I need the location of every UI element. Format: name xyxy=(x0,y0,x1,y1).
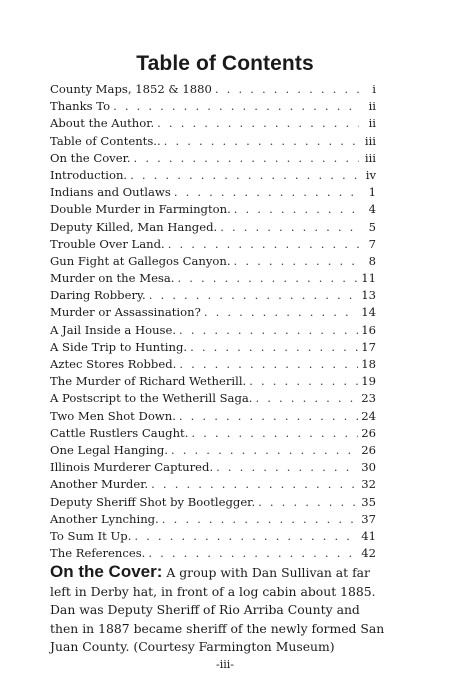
toc-entry-label: Deputy Killed, Man Hanged. xyxy=(50,219,218,234)
dot-leader xyxy=(164,133,359,150)
dot-leader xyxy=(149,287,359,304)
toc-entry xyxy=(50,236,376,253)
toc-entry-label: Illinois Murderer Captured. xyxy=(50,460,214,475)
toc-entry-label: Introduction. xyxy=(50,167,128,182)
dot-leader xyxy=(216,459,358,476)
toc-entry-page: 11 xyxy=(361,271,376,286)
toc-entry-page: 26 xyxy=(361,425,376,440)
cover-heading: On the Cover: xyxy=(50,562,163,581)
dot-leader xyxy=(177,270,358,287)
toc-entry xyxy=(50,167,376,184)
dot-leader xyxy=(234,253,359,270)
page-title: Table of Contents xyxy=(136,52,314,75)
dot-leader xyxy=(190,339,358,356)
cover-caption xyxy=(50,563,390,657)
toc-entry-page: 4 xyxy=(368,202,376,217)
toc-entry-label: A Jail Inside a House. xyxy=(50,322,177,337)
toc-entry xyxy=(50,545,376,562)
dot-leader xyxy=(179,356,358,373)
toc-entry-page: iii xyxy=(364,133,376,148)
toc-entry-page: 17 xyxy=(361,339,376,354)
toc-entry xyxy=(50,253,376,270)
toc-entry-label: Two Men Shot Down. xyxy=(50,408,176,423)
toc-entry xyxy=(50,511,376,528)
toc-entry xyxy=(50,150,376,167)
toc-entry-label: Gun Fight at Gallegos Canyon. xyxy=(50,253,231,268)
toc-entry-page: iii xyxy=(364,150,376,165)
toc-entry xyxy=(50,425,376,442)
toc-entry-page: 32 xyxy=(361,477,376,492)
toc-entry xyxy=(50,184,376,201)
dot-leader xyxy=(171,442,358,459)
toc-entry-page: 35 xyxy=(361,494,376,509)
toc-entry xyxy=(50,219,376,236)
toc-entry-page: i xyxy=(372,82,376,96)
dot-leader xyxy=(174,184,359,201)
toc-entry-label: Cattle Rustlers Caught. xyxy=(50,425,189,440)
toc-entry-label: Thanks To xyxy=(50,99,111,114)
dot-leader xyxy=(134,150,359,167)
toc-entry xyxy=(50,81,376,98)
cover-text: A group with Dan Sullivan at far left in Derby hat, in front of a log cabin about 1885. Dan was Deputy Sheriff of Rio Arriba County and then in 1887 became sheriff of the newly formed San Juan County. (Courtesy Farmington Museum) xyxy=(50,565,385,655)
toc-entry-page: 16 xyxy=(361,322,376,337)
toc-entry-label: Trouble Over Land. xyxy=(50,236,165,251)
toc-entry-label: Murder or Assassination? xyxy=(50,305,201,320)
toc-entry xyxy=(50,442,376,459)
toc-entry xyxy=(50,287,376,304)
toc-entry-page: 8 xyxy=(368,253,376,268)
dot-leader xyxy=(179,322,358,339)
toc-entry-label: Murder on the Mesa. xyxy=(50,271,175,286)
toc-entry-page: 7 xyxy=(368,236,376,251)
toc-entry-page: iv xyxy=(365,167,376,182)
toc-entry-label: On the Cover. xyxy=(50,150,131,165)
toc-entry-page: 1 xyxy=(368,185,376,200)
dot-leader xyxy=(220,219,359,236)
toc-entry xyxy=(50,270,376,287)
toc-entry-page: 23 xyxy=(361,391,376,406)
toc-entry-label: The Murder of Richard Wetherill. xyxy=(50,374,247,389)
dot-leader xyxy=(162,511,358,528)
dot-leader xyxy=(191,425,358,442)
toc-entry-label: County Maps, 1852 & 1880 xyxy=(50,82,212,96)
toc-entry xyxy=(50,133,376,150)
toc-entry xyxy=(50,356,376,373)
toc-entry xyxy=(50,528,376,545)
toc-entry-label: Indians and Outlaws xyxy=(50,185,171,200)
toc-entry-label: To Sum It Up. xyxy=(50,528,132,543)
dot-leader xyxy=(258,494,358,511)
toc-entry-page: 14 xyxy=(361,305,376,320)
dot-leader xyxy=(255,390,358,407)
toc-entry xyxy=(50,373,376,390)
toc-entry-page: 19 xyxy=(361,374,376,389)
dot-leader xyxy=(151,476,358,493)
toc-entry-page: 24 xyxy=(361,408,376,423)
toc-entry-label: Another Lynching. xyxy=(50,511,159,526)
toc-entry xyxy=(50,408,376,425)
toc-entry xyxy=(50,304,376,321)
dot-leader xyxy=(204,304,358,321)
toc-list xyxy=(50,81,376,562)
toc-entry xyxy=(50,201,376,218)
dot-leader xyxy=(249,373,358,390)
toc-entry-page: ii xyxy=(368,116,376,131)
toc-entry xyxy=(50,494,376,511)
toc-entry-page: 42 xyxy=(361,546,376,561)
dot-leader xyxy=(168,236,359,253)
toc-entry-page: 18 xyxy=(361,357,376,371)
toc-entry-label: Daring Robbery. xyxy=(50,288,146,303)
toc-entry-label: A Postscript to the Wetherill Saga. xyxy=(50,391,253,406)
toc-entry-label: Aztec Stores Robbed. xyxy=(50,357,177,371)
dot-leader xyxy=(234,201,359,218)
dot-leader xyxy=(157,115,359,132)
toc-entry-label: About the Author. xyxy=(50,116,155,131)
toc-entry-label: Table of Contents.. xyxy=(50,133,161,148)
toc-entry-page: ii xyxy=(368,99,376,114)
dot-leader xyxy=(113,98,359,115)
toc-entry xyxy=(50,322,376,339)
toc-entry-page: 41 xyxy=(361,528,376,543)
toc-entry xyxy=(50,98,376,115)
toc-entry xyxy=(50,115,376,132)
toc-entry-page: 13 xyxy=(361,288,376,303)
toc-entry-page: 37 xyxy=(361,511,376,526)
toc-entry-label: One Legal Hanging. xyxy=(50,442,168,457)
toc-entry-label: Deputy Sheriff Shot by Bootlegger. xyxy=(50,494,256,509)
dot-leader xyxy=(134,528,358,545)
toc-entry-page: 5 xyxy=(368,219,376,234)
dot-leader xyxy=(148,545,358,562)
toc-entry-label: Double Murder in Farmington. xyxy=(50,202,231,217)
toc-entry-label: The References. xyxy=(50,546,146,561)
dot-leader xyxy=(215,81,359,98)
toc-entry xyxy=(50,390,376,407)
toc-entry xyxy=(50,339,376,356)
toc-entry-label: A Side Trip to Hunting. xyxy=(50,339,188,354)
toc-entry-label: Another Murder. xyxy=(50,477,149,492)
toc-entry-page: 30 xyxy=(361,460,376,475)
page-number: -iii- xyxy=(216,658,234,671)
toc-entry-page: 26 xyxy=(361,442,376,457)
toc-entry xyxy=(50,459,376,476)
dot-leader xyxy=(130,167,359,184)
toc-entry xyxy=(50,476,376,493)
dot-leader xyxy=(179,408,358,425)
